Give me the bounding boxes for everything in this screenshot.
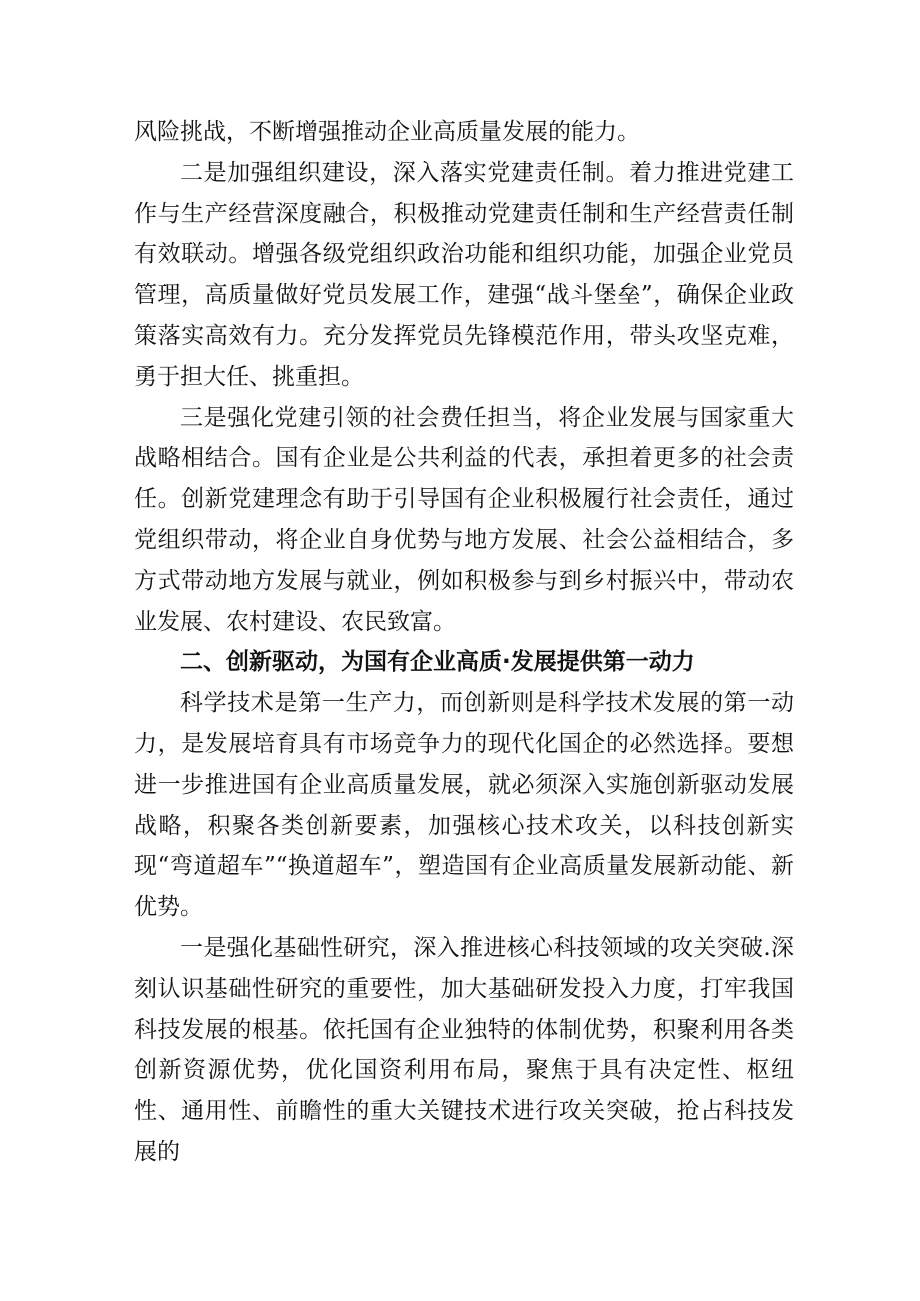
paragraph-innovation-intro: 科学技术是第一生产力，而创新则是科学技术发展的第一动力，是发展培育具有市场竞争力的现代化国企的必然选择。要想进一步推进国有企业高质量发展，就必须深入实施创新驱动发展战略，积聚各类创新要素，加强核心技术攻关，以科技创新实现“弯道超车”“换道超车”，塑造国有企业高质量发展新动能、新优势。 <box>134 690 794 921</box>
paragraph-continuation: 风险挑战，不断增强推动企业高质量发展的能力。 <box>134 119 640 145</box>
paragraph-social-responsibility: 三是强化党建引领的社会费任担当，将企业发展与国家重大战略相结合。国有企业是公共利益的代表，承担着更多的社会责任。创新党建理念有助于引导国有企业积极履行社会责任，通过党组织带动，将企业自身优势与地方发展、社会公益相结合，多方式带动地方发展与就业，例如积极参与到乡村振兴中，带动农业发展、农村建设、农民致富。 <box>134 404 794 635</box>
paragraph-basic-research: 一是强化基础性研究，深入推进核心科技领域的攻关突破.深刻认识基础性研究的重要性，加大基础研发投入力度，打牢我国科技发展的根基。依托国有企业独特的体制优势，积聚利用各类创新资源优势，优化国资利用布局，聚焦于具有决定性、枢纽性、通用性、前瞻性的重大关键技术进行攻关突破，抢占科技发展的 <box>134 934 794 1165</box>
section-heading-innovation: 二、创新驱动，为国有企业高质·发展提供第一动力 <box>180 649 695 676</box>
document-page <box>134 112 794 1173</box>
paragraph-organization-building: 二是加强组织建设，深入落实党建责任制。着力推进党建工作与生产经营深度融合，积极推动党建责任制和生产经营责任制有效联动。增强各级党组织政治功能和组织功能，加强企业党员管理，高质量做好党员发展工作，建强“战斗堡垒”，确保企业政策落实高效有力。充分发挥党员先锋模范作用，带头攻坚克难，勇于担大任、挑重担。 <box>134 159 794 390</box>
